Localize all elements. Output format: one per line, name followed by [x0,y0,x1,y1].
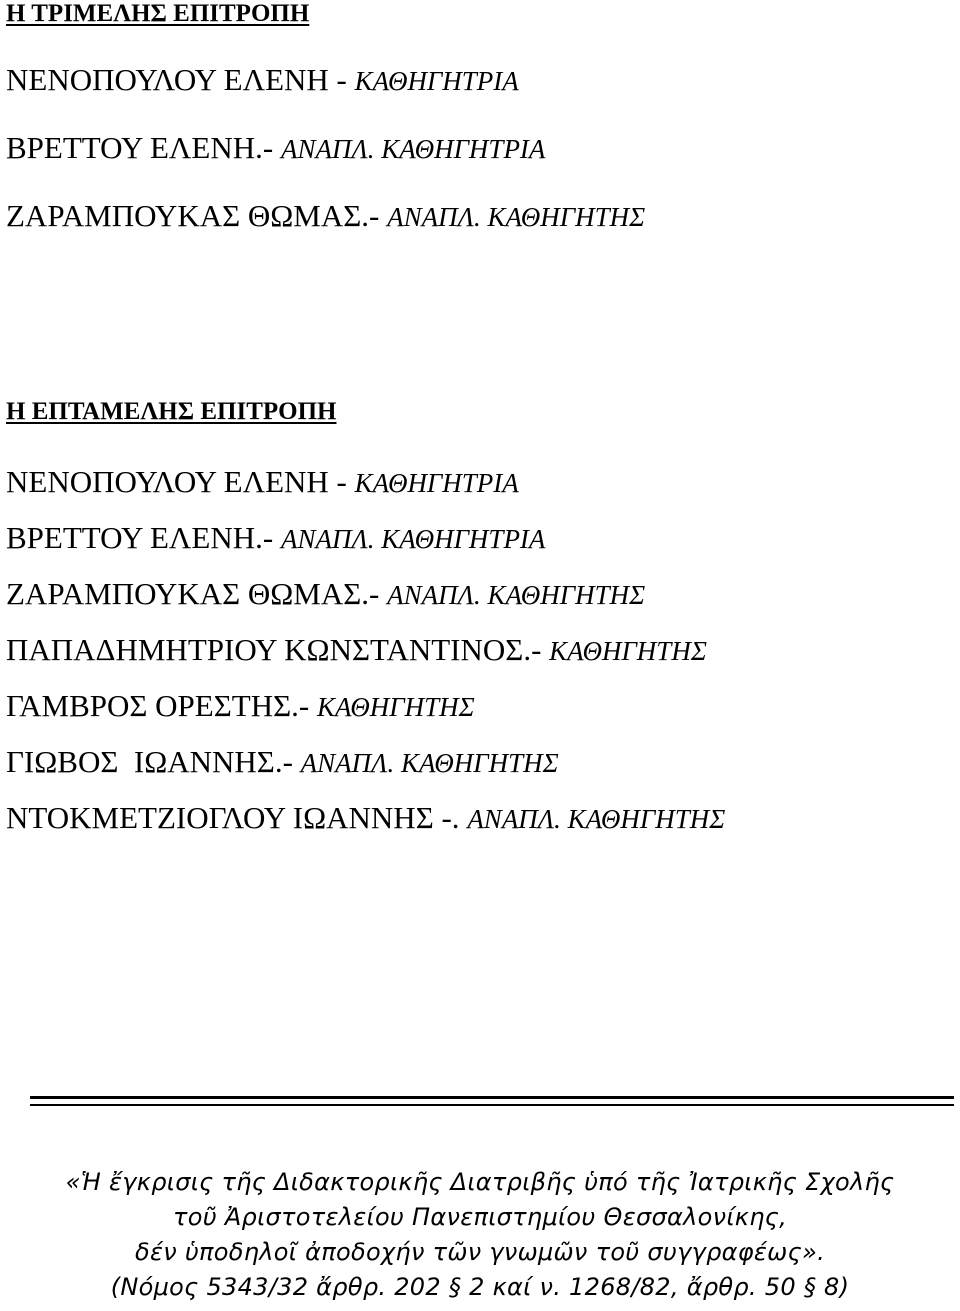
member-name: ΠΑΠΑΔΗΜΗΤΡΙΟΥ ΚΩΝΣΤΑΝΤΙΝΟΣ.- [6,632,550,667]
member-name: ΖΑΡΑΜΠΟΥΚΑΣ ΘΩΜΑΣ.- [6,198,388,233]
footer-divider-bottom [30,1104,954,1106]
committee7-member-5 [6,690,475,721]
member-name: ΝΕΝΟΠΟΥΛΟΥ ΕΛΕΝΗ - [6,62,355,97]
committee7-member-3 [6,578,645,609]
member-name: ΖΑΡΑΜΠΟΥΚΑΣ ΘΩΜΑΣ.- [6,576,388,611]
member-title: ΑΝΑΠΛ. ΚΑΘΗΓΗΤΡΙΑ [280,134,546,164]
committee3-member-3 [6,200,645,231]
member-name: ΝΤΟΚΜΕΤΖΙΟΓΛΟΥ ΙΩΑΝΝΗΣ -. [6,800,468,835]
member-title: ΑΝΑΠΛ. ΚΑΘΗΓΗΤΗΣ [467,804,726,834]
member-title: ΚΑΘΗΓΗΤΡΙΑ [354,66,519,96]
committee7-member-6 [6,746,559,777]
member-title: ΑΝΑΠΛ. ΚΑΘΗΓΗΤΡΙΑ [280,524,546,554]
legal-notice [0,1165,960,1305]
legal-notice-line-2: τοῦ Ἀριστοτελείου Πανεπιστημίου Θεσσαλονίκης, [172,1203,788,1231]
seven-member-committee-heading: Η ΕΠΤΑΜΕΛΗΣ ΕΠΙΤΡΟΠΗ [6,398,337,425]
footer-divider-top [30,1096,954,1099]
member-name: ΓΑΜΒΡΟΣ ΟΡΕΣΤΗΣ.- [6,688,317,723]
member-title: ΑΝΑΠΛ. ΚΑΘΗΓΗΤΗΣ [300,748,559,778]
member-name: ΝΕΝΟΠΟΥΛΟΥ ΕΛΕΝΗ - [6,464,355,499]
three-member-committee-heading: Η ΤΡΙΜΕΛΗΣ ΕΠΙΤΡΟΠΗ [6,0,310,27]
member-name: ΓΙΩΒΟΣ ΙΩΑΝΝΗΣ.- [6,744,301,779]
committee3-member-2 [6,132,545,163]
member-name: ΒΡΕΤΤΟΥ ΕΛΕΝΗ.- [6,130,281,165]
member-name: ΒΡΕΤΤΟΥ ΕΛΕΝΗ.- [6,520,281,555]
member-title: ΚΑΘΗΓΗΤΡΙΑ [354,468,519,498]
committee7-member-4 [6,634,707,665]
committee7-member-1 [6,466,519,497]
legal-notice-line-1: «Ἡ ἔγκρισις τῆς Διδακτορικῆς Διατριβῆς ὑπό τῆς Ἰατρικῆς Σχολῆς [65,1168,895,1196]
member-title: ΚΑΘΗΓΗΤΗΣ [549,636,707,666]
legal-notice-line-3: δέν ὑποδηλοῖ ἀποδοχήν τῶν γνωμῶν τοῦ συγγραφέως». [134,1238,826,1266]
member-title: ΚΑΘΗΓΗΤΗΣ [316,692,475,722]
committee7-member-2 [6,522,545,553]
committee7-member-7 [6,802,725,833]
legal-notice-line-4: (Νόμος 5343/32 ἄρθρ. 202 § 2 καί ν. 1268/82, ἄρθρ. 50 § 8) [110,1273,850,1301]
committee3-member-1 [6,64,519,95]
member-title: ΑΝΑΠΛ. ΚΑΘΗΓΗΤΗΣ [387,202,646,232]
member-title: ΑΝΑΠΛ. ΚΑΘΗΓΗΤΗΣ [387,580,646,610]
